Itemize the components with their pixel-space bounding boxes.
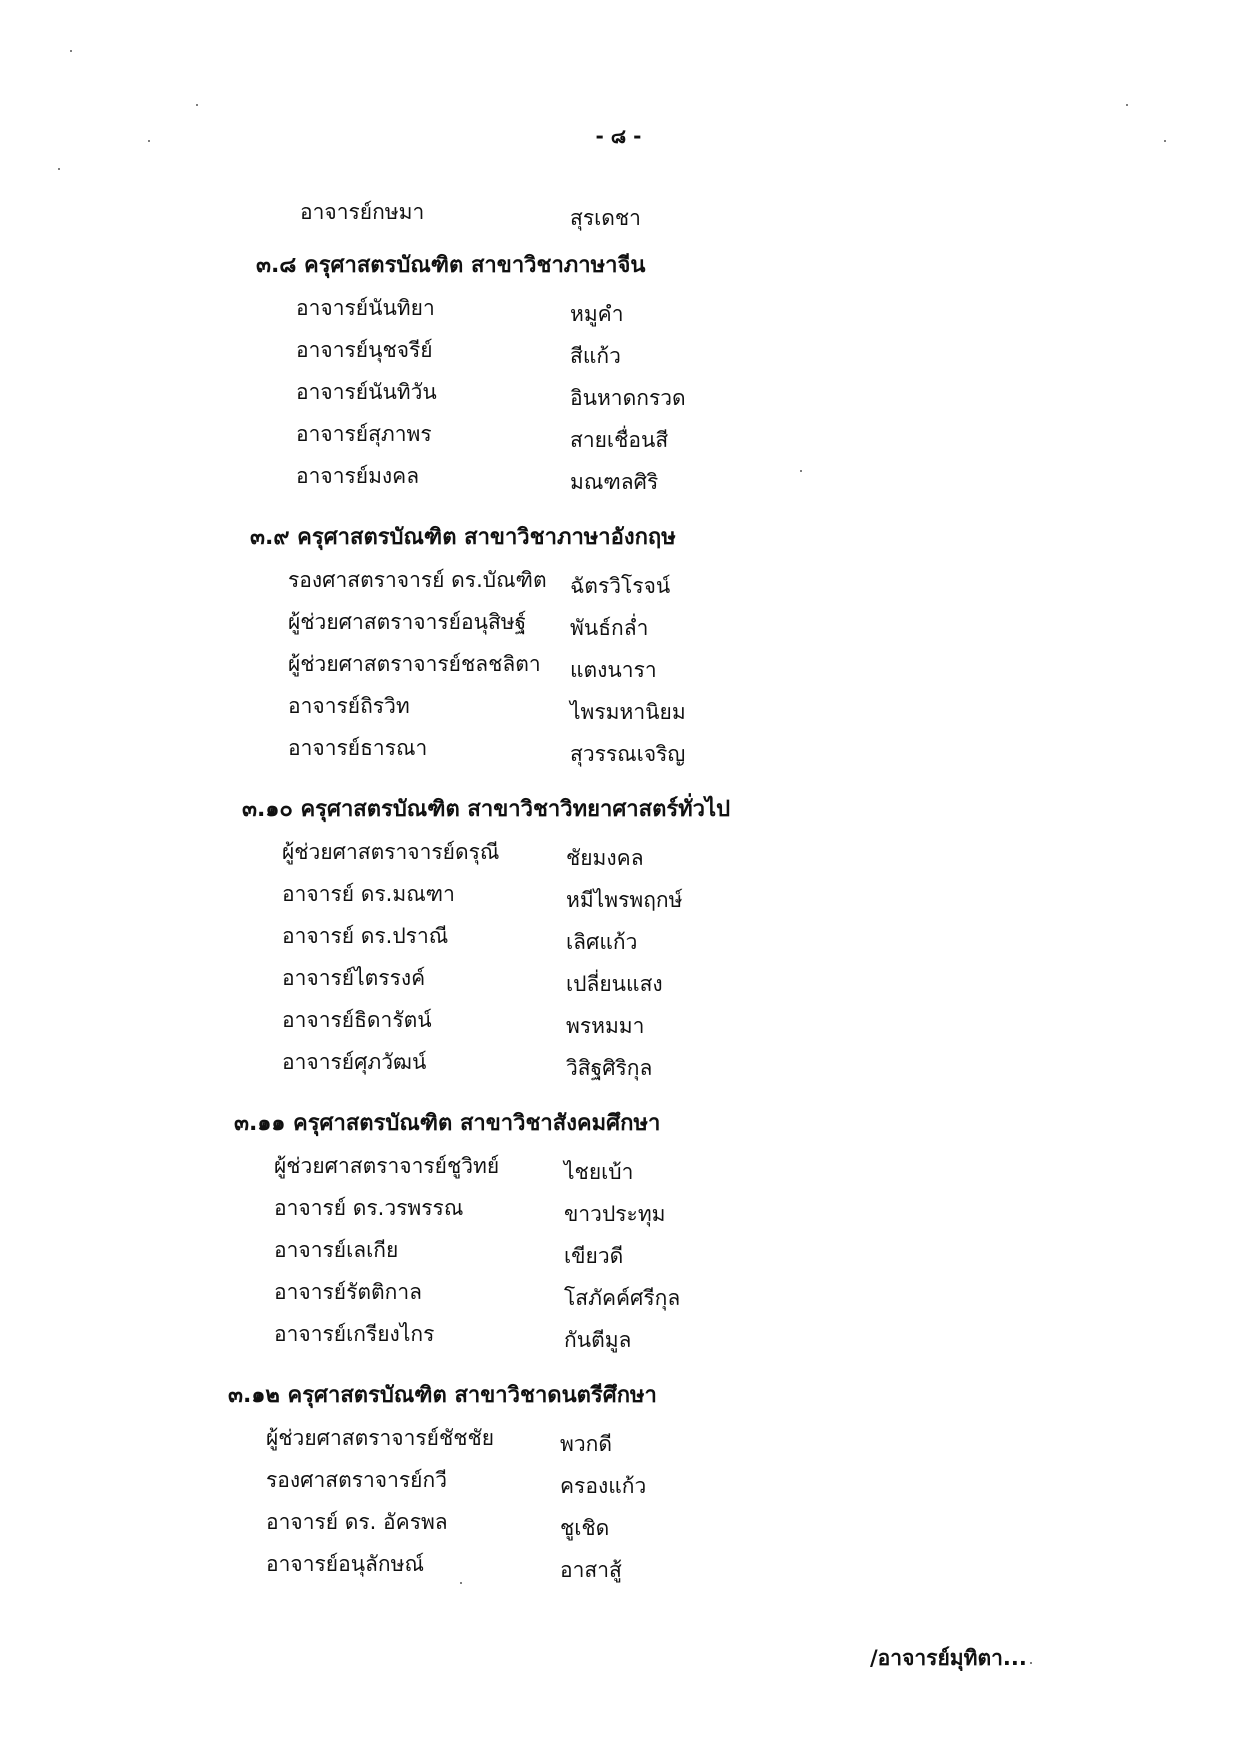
member-row <box>282 914 1042 956</box>
member-last-name: สายเชื่อนสี <box>570 428 669 452</box>
member-first-name: อาจารย์ ดร.วรพรรณ <box>274 1196 464 1220</box>
member-first-name: อาจารย์เลเกีย <box>274 1238 399 1262</box>
member-row <box>296 286 1056 328</box>
member-first-name: อาจารย์รัตติกาล <box>274 1280 423 1304</box>
member-first-name: อาจารย์ ดร. อัครพล <box>266 1510 448 1534</box>
scan-speck <box>148 140 150 142</box>
member-first-name: รองศาสตราจารย์กวี <box>266 1468 447 1492</box>
member-last-name: เขียวดี <box>564 1244 624 1268</box>
section-chinese <box>256 246 1056 496</box>
member-row <box>288 558 1050 600</box>
member-first-name: อาจารย์ไตรรงค์ <box>282 966 426 990</box>
section-english <box>250 518 1050 768</box>
member-row <box>282 998 1042 1040</box>
member-last-name: ชัยมงคล <box>566 846 644 870</box>
member-last-name: เลิศแก้ว <box>566 930 638 954</box>
section-general-science <box>242 790 1042 1082</box>
scan-speck <box>1030 1662 1032 1664</box>
member-last-name: สีแก้ว <box>570 344 621 368</box>
member-first-name: อาจารย์นันทิวัน <box>296 380 437 404</box>
member-first-name: ผู้ช่วยศาสตราจารย์ชัชชัย <box>266 1426 495 1450</box>
member-last-name: ครองแก้ว <box>560 1474 647 1498</box>
member-last-name: พันธ์กล่ำ <box>570 616 649 640</box>
member-row <box>282 1040 1042 1082</box>
member-last-name: โสภัคค์ศรีกุล <box>564 1286 681 1310</box>
member-row <box>266 1416 1028 1458</box>
member-row <box>288 726 1050 768</box>
section-heading: ๓.๑๐ ครุศาสตรบัณฑิต สาขาวิชาวิทยาศาสตร์ทั่วไป <box>242 797 731 822</box>
member-first-name: ผู้ช่วยศาสตราจารย์ชลชลิตา <box>288 652 541 676</box>
member-first-name: รองศาสตราจารย์ ดร.บัณฑิต <box>288 568 547 592</box>
member-first-name: อาจารย์มงคล <box>296 464 420 488</box>
member-first-name: อาจารย์ ดร.มณฑา <box>282 882 455 906</box>
member-row <box>274 1270 1034 1312</box>
member-first-name: อาจารย์นันทิยา <box>296 296 435 320</box>
member-row <box>266 1458 1028 1500</box>
member-last-name: พวกดี <box>560 1432 612 1456</box>
scan-speck <box>800 470 802 472</box>
scan-speck <box>70 50 72 52</box>
member-last-name: เปลี่ยนแสง <box>566 972 663 996</box>
lead-entry <box>300 190 900 230</box>
member-last-name: ชูเชิด <box>560 1516 610 1540</box>
member-first-name: อาจารย์ธิดารัตน์ <box>282 1008 432 1032</box>
member-first-name: อาจารย์นุชจรีย์ <box>296 338 433 362</box>
section-heading: ๓.๑๑ ครุศาสตรบัณฑิต สาขาวิชาสังคมศึกษา <box>234 1111 661 1136</box>
section-music-education <box>228 1376 1028 1584</box>
member-last-name: ไชยเบ้า <box>564 1160 634 1184</box>
section-social-studies <box>234 1104 1034 1354</box>
member-first-name: อาจารย์ถิรวิท <box>288 694 410 718</box>
member-row <box>296 412 1056 454</box>
scan-speck <box>460 1582 462 1584</box>
member-first-name: ผู้ช่วยศาสตราจารย์ดรุณี <box>282 840 500 864</box>
member-last-name: หมูคำ <box>570 302 624 326</box>
member-last-name: ฉัตรวิโรจน์ <box>570 574 671 598</box>
member-row <box>266 1542 1028 1584</box>
member-row <box>288 600 1050 642</box>
member-last-name: วิสิฐศิริกุล <box>566 1056 653 1080</box>
scan-speck <box>1164 140 1166 142</box>
member-last-name: หมีไพรพฤกษ์ <box>566 888 683 912</box>
continuation-reference: /อาจารย์มุทิตา... <box>870 1646 1027 1670</box>
page-number: - ๘ - <box>595 124 642 148</box>
member-row <box>288 642 1050 684</box>
member-first-name: อาจารย์เกรียงไกร <box>274 1322 435 1346</box>
member-row <box>274 1312 1034 1354</box>
member-row <box>282 956 1042 998</box>
member-row <box>288 684 1050 726</box>
member-last-name: สุวรรณเจริญ <box>570 742 686 766</box>
member-row <box>274 1228 1034 1270</box>
member-first-name: อาจารย์สุภาพร <box>296 422 432 446</box>
scan-speck <box>58 168 60 170</box>
member-first-name: อาจารย์อนุลักษณ์ <box>266 1552 424 1576</box>
scan-speck <box>196 104 198 106</box>
member-last-name: พรหมมา <box>566 1014 645 1038</box>
member-first-name: อาจารย์กษมา <box>300 200 425 224</box>
member-row <box>296 328 1056 370</box>
member-row <box>274 1144 1034 1186</box>
section-heading: ๓.๙ ครุศาสตรบัณฑิต สาขาวิชาภาษาอังกฤษ <box>250 525 676 550</box>
section-heading: ๓.๘ ครุศาสตรบัณฑิต สาขาวิชาภาษาจีน <box>256 253 646 278</box>
member-first-name: ผู้ช่วยศาสตราจารย์อนุสิษฐ์ <box>288 610 527 634</box>
member-first-name: ผู้ช่วยศาสตราจารย์ชูวิทย์ <box>274 1154 500 1178</box>
member-first-name: อาจารย์ธารณา <box>288 736 428 760</box>
member-first-name: อาจารย์ศุภวัฒน์ <box>282 1050 427 1074</box>
member-row <box>274 1186 1034 1228</box>
member-row <box>282 872 1042 914</box>
scan-speck <box>1126 104 1128 106</box>
member-last-name: อินหาดกรวด <box>570 386 686 410</box>
section-heading: ๓.๑๒ ครุศาสตรบัณฑิต สาขาวิชาดนตรีศึกษา <box>228 1383 657 1408</box>
member-row <box>296 454 1056 496</box>
member-last-name: กันตีมูล <box>564 1328 632 1352</box>
member-last-name: สุรเดชา <box>570 206 641 230</box>
member-row <box>266 1500 1028 1542</box>
member-row <box>282 830 1042 872</box>
member-last-name: มณฑลศิริ <box>570 470 659 494</box>
member-last-name: ขาวประทุม <box>564 1202 666 1226</box>
member-row <box>296 370 1056 412</box>
member-last-name: อาสาสู้ <box>560 1558 622 1582</box>
member-first-name: อาจารย์ ดร.ปราณี <box>282 924 449 948</box>
member-last-name: ไพรมหานิยม <box>570 700 686 724</box>
member-last-name: แตงนารา <box>570 658 657 682</box>
